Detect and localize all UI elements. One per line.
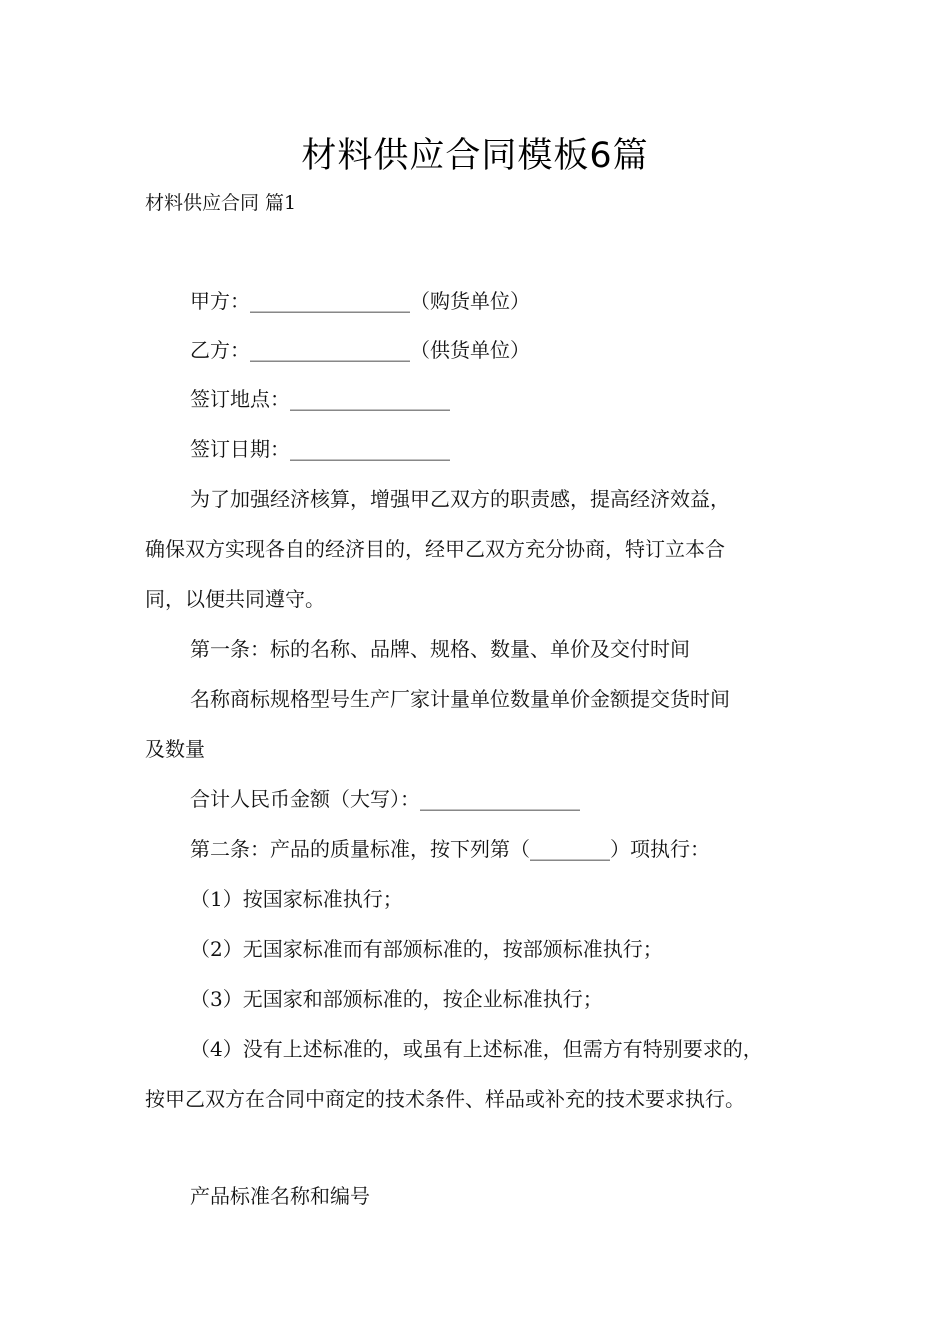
party-a-blank: ________________ xyxy=(250,289,410,313)
list-item-continuation: 按甲乙双方在合同中商定的技术条件、样品或补充的技术要求执行。 xyxy=(145,1087,745,1111)
intro-line-3: 同，以便共同遵守。 xyxy=(145,587,325,611)
total-amount-blank: ________________ xyxy=(420,787,580,811)
party-b-line xyxy=(145,325,815,375)
document-title: 材料供应合同模板6篇 xyxy=(301,136,649,176)
product-standard-heading: 产品标准名称和编号 xyxy=(190,1184,370,1208)
sign-date-blank: ________________ xyxy=(290,437,450,461)
list-item: （3）无国家和部颁标准的，按企业标准执行； xyxy=(190,987,603,1011)
article-2-text-before: 第二条：产品的质量标准，按下列第（ xyxy=(190,837,530,861)
sign-place-line xyxy=(145,374,815,424)
list-item: （4）没有上述标准的，或虽有上述标准，但需方有特别要求的， xyxy=(190,1037,763,1061)
total-amount-label: 合计人民币金额（大写）： xyxy=(190,787,420,811)
list-item: （2）无国家标准而有部颁标准的，按部颁标准执行； xyxy=(190,937,663,961)
article-2-text-after: ）项执行： xyxy=(610,837,710,861)
party-b-blank: ________________ xyxy=(250,338,410,362)
party-a-line xyxy=(145,276,815,326)
party-a-label: 甲方： xyxy=(190,289,250,313)
intro-line-1: 为了加强经济核算，增强甲乙双方的职责感，提高经济效益， xyxy=(190,487,730,511)
intro-line-2: 确保双方实现各自的经济目的，经甲乙双方充分协商，特订立本合 xyxy=(145,537,725,561)
party-a-note: （购货单位） xyxy=(410,289,530,313)
section-heading: 材料供应合同 篇1 xyxy=(145,192,297,214)
list-item: （1）按国家标准执行； xyxy=(190,887,403,911)
table-header-line-1: 名称商标规格型号生产厂家计量单位数量单价金额提交货时间 xyxy=(190,687,730,711)
sign-place-label: 签订地点： xyxy=(190,387,290,411)
article-1-heading: 第一条：标的名称、品牌、规格、数量、单价及交付时间 xyxy=(190,637,690,661)
article-2-blank: ________ xyxy=(530,837,610,861)
article-2-heading xyxy=(145,824,815,874)
sign-date-label: 签订日期： xyxy=(190,437,290,461)
sign-place-blank: ________________ xyxy=(290,387,450,411)
total-amount-line xyxy=(145,774,815,824)
table-header-line-2: 及数量 xyxy=(145,737,205,761)
sign-date-line xyxy=(145,424,815,474)
party-b-label: 乙方： xyxy=(190,338,250,362)
party-b-note: （供货单位） xyxy=(410,338,530,362)
